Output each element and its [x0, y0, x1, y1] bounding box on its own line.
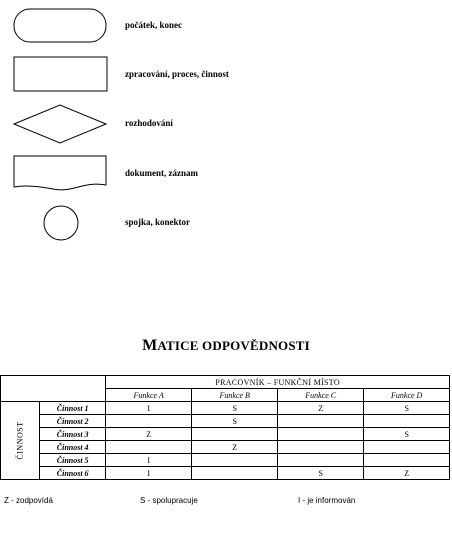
document-shape [13, 155, 108, 195]
matrix-cell: I [106, 467, 192, 480]
function-header: Funkce B [192, 389, 278, 402]
matrix-cell [106, 441, 192, 454]
activity-label: Činnost 1 [40, 402, 106, 415]
matrix-cell: S [192, 415, 278, 428]
legend-item-terminator [0, 6, 452, 46]
matrix-cell [364, 454, 450, 467]
matrix-cell: I [106, 454, 192, 467]
matrix-cell: I [106, 402, 192, 415]
matrix-corner [1, 376, 106, 402]
side-label: ČINNOST [1, 402, 40, 480]
matrix-cell [364, 441, 450, 454]
table-row [1, 441, 450, 454]
matrix-cell [192, 467, 278, 480]
activity-label: Činnost 2 [40, 415, 106, 428]
function-header: Funkce A [106, 389, 192, 402]
table-row [1, 415, 450, 428]
legend-label: zpracování, proces, činnost [125, 69, 229, 79]
footnote-s: S - spolupracuje [140, 496, 198, 505]
matrix-cell [278, 415, 364, 428]
activity-label: Činnost 6 [40, 467, 106, 480]
responsibility-matrix [0, 375, 450, 480]
matrix-cell: S [364, 428, 450, 441]
matrix-cell: S [364, 402, 450, 415]
matrix-cell: Z [192, 441, 278, 454]
matrix-cell [278, 428, 364, 441]
legend-label: spojka, konektor [125, 217, 191, 227]
matrix-cell [192, 428, 278, 441]
matrix-title: MATICE ODPOVĚDNOSTI [142, 337, 310, 354]
legend-label: dokument, záznam [125, 168, 199, 178]
matrix-cell: Z [278, 402, 364, 415]
legend-item-connector [0, 203, 452, 243]
matrix-cell [192, 454, 278, 467]
table-row [1, 467, 450, 480]
legend-item-decision [0, 104, 452, 144]
matrix-cell [364, 415, 450, 428]
table-row [1, 454, 450, 467]
legend-item-process [0, 56, 452, 96]
matrix-cell [278, 441, 364, 454]
matrix-cell: Z [364, 467, 450, 480]
footnote-i: I - je informován [298, 496, 356, 505]
legend-label: rozhodování [125, 118, 173, 128]
table-row [1, 428, 450, 441]
activity-label: Činnost 5 [40, 454, 106, 467]
terminator-shape [13, 8, 107, 44]
activity-label: Činnost 4 [40, 441, 106, 454]
group-header: PRACOVNÍK – FUNKČNÍ MÍSTO [106, 376, 450, 389]
legend-item-document [0, 155, 452, 195]
process-shape [13, 56, 108, 94]
matrix-cell [278, 454, 364, 467]
matrix-cell: S [192, 402, 278, 415]
function-header: Funkce D [364, 389, 450, 402]
connector-shape [42, 204, 80, 242]
legend-label: počátek, konec [125, 20, 182, 30]
footnote-z: Z - zodpovídá [4, 496, 53, 505]
function-header: Funkce C [278, 389, 364, 402]
matrix-cell: S [278, 467, 364, 480]
table-row [1, 402, 450, 415]
activity-label: Činnost 3 [40, 428, 106, 441]
decision-shape [13, 104, 108, 144]
matrix-cell [106, 415, 192, 428]
matrix-cell: Z [106, 428, 192, 441]
